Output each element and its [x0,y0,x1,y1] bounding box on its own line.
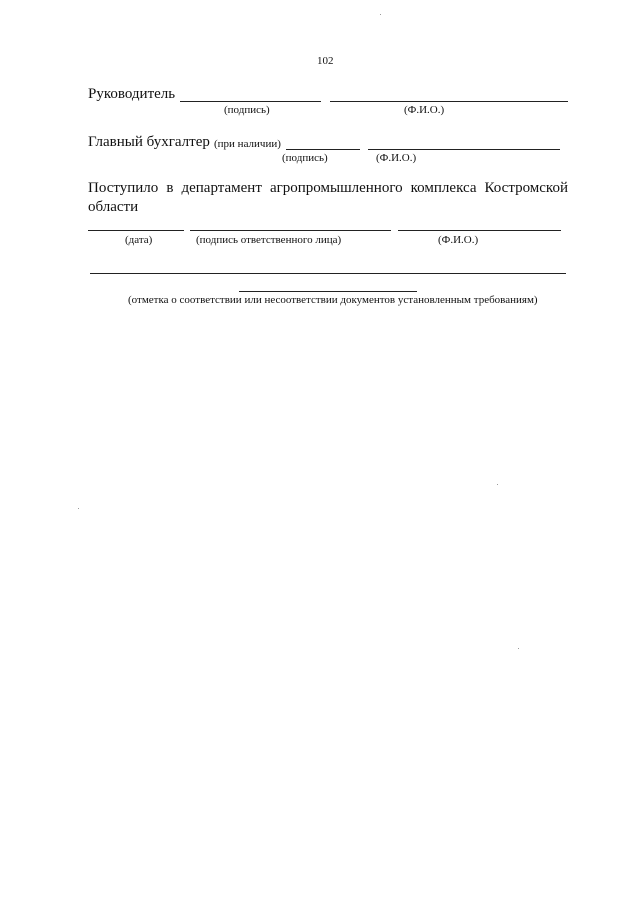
responsible-name-line [398,230,561,231]
chief-signature-line [286,149,360,150]
received-line-1: Поступило в департамент агропромышленного комплекса Костромской [88,180,568,196]
chief-name-caption: (Ф.И.О.) [376,152,417,164]
scan-speck [380,14,381,15]
head-name-caption: (Ф.И.О.) [404,104,445,116]
chief-signature-caption: (подпись) [282,152,328,164]
head-signature-line [180,101,321,102]
compliance-short-line [239,291,417,292]
compliance-long-line [90,273,566,274]
scan-speck [78,508,79,509]
page-number: 102 [317,55,334,67]
responsible-signature-caption: (подпись ответственного лица) [196,234,342,246]
head-label: Руководитель [88,86,176,102]
received-line-2: области [88,199,139,215]
responsible-signature-line [190,230,391,231]
date-caption: (дата) [125,234,153,246]
compliance-caption: (отметка о соответствии или несоответствии документов установленным требованиям) [128,294,538,306]
head-signature-caption: (подпись) [224,104,270,116]
chief-accountant-label: Главный бухгалтер [88,134,210,150]
head-name-line [330,101,568,102]
chief-accountant-note: (при наличии) [214,138,281,150]
chief-name-line [368,149,560,150]
scan-speck [518,648,519,649]
scan-speck [497,484,498,485]
date-line [88,230,184,231]
responsible-name-caption: (Ф.И.О.) [438,234,479,246]
